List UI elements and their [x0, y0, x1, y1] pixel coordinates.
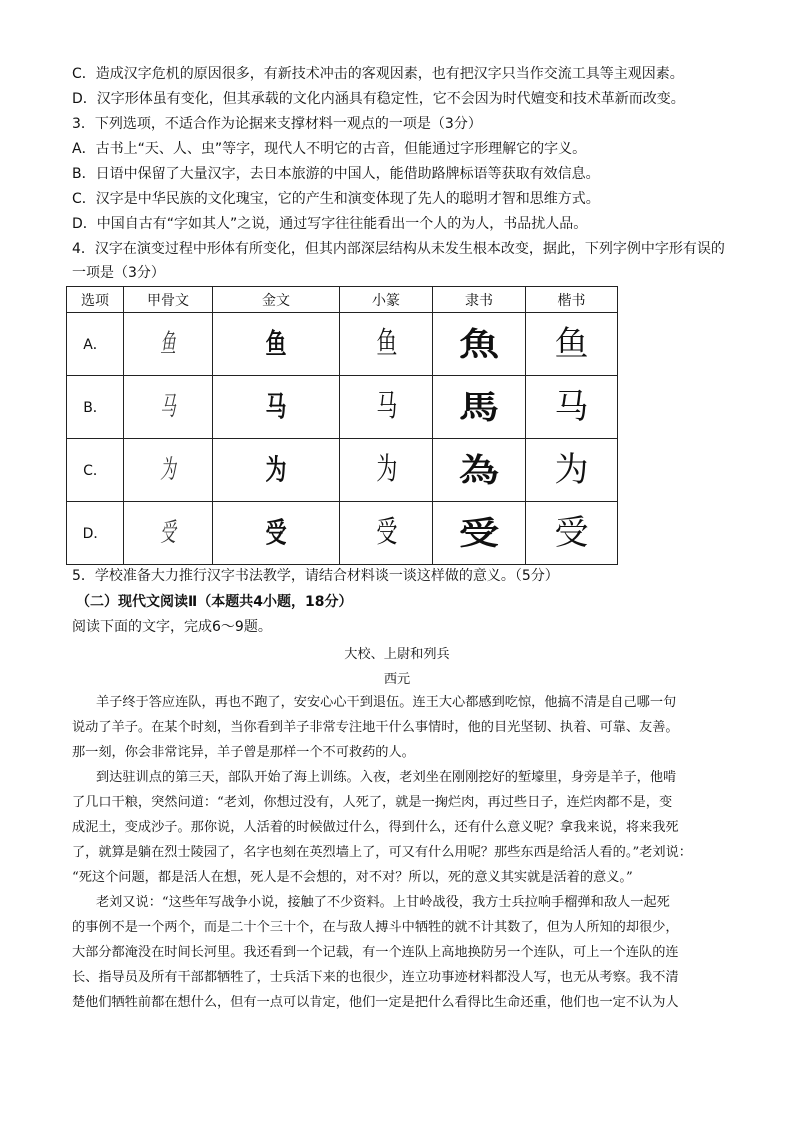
- reading-instruction: 阅读下面的文字，完成6～9题。: [72, 619, 272, 635]
- passage-line: 到达驻训点的第三天，部队开始了海上训练。入夜，老刘坐在刚刚挖好的堑壕里，身旁是羊子，他啃: [96, 770, 677, 785]
- clerical-glyph: 魚: [458, 325, 500, 363]
- question-4-stem: 4．汉字在演变过程中形体有所变化，但其内部深层结构从未发生根本改变，据此，下列字例中字形有误的: [72, 241, 725, 257]
- table-header-row: [67, 287, 618, 313]
- passage-line: 说动了羊子。在某个时刻，当你看到羊子非常专注地干什么事情时，他的目光坚韧、执着、可靠、友善。: [72, 720, 679, 735]
- passage-line: 老刘又说：“这些年写战争小说，接触了不少资料。上甘岭战役，我方士兵拉响手榴弹和敌人一起死: [96, 895, 670, 910]
- passage-line: 羊子终于答应连队，再也不跑了，安安心心干到退伍。连王大心都感到吃惊，他搞不清是自己哪一句: [96, 695, 677, 710]
- regular-glyph: 马: [554, 387, 589, 427]
- option-d-prev: D．汉字形体虽有变化，但其承载的文化内涵具有稳定性，它不会因为时代嬗变和技术革新而改变。: [72, 91, 685, 107]
- passage-line: 长、指导员及所有干部都牺牲了，士兵活下来的也很少，连立功事迹材料都没人写，也无从考察。我不清: [72, 970, 679, 985]
- oracle-bone-glyph: 受: [160, 518, 176, 548]
- oracle-bone-glyph: 鱼: [160, 329, 176, 359]
- regular-glyph: 为: [554, 450, 589, 490]
- table-header: 楷书: [526, 287, 618, 313]
- row-option-label: C．: [67, 439, 124, 502]
- small-seal-glyph: 马: [375, 389, 397, 424]
- bronze-glyph: 马: [265, 390, 287, 423]
- passage-title: 大校、上尉和列兵: [344, 647, 450, 662]
- table-row: [67, 313, 618, 376]
- passage-line: 那一刻，你会非常诧异，羊子曾是那样一个不可救药的人。: [72, 745, 415, 760]
- question-5: 5．学校准备大力推行汉字书法教学，请结合材料谈一谈这样做的意义。（5分）: [72, 568, 559, 584]
- table-header: 选项: [67, 287, 124, 313]
- small-seal-glyph: 为: [375, 452, 397, 487]
- question-4-stem-cont: 一项是（3分）: [72, 265, 165, 281]
- question-3-option-a: A．古书上“天、人、虫”等字，现代人不明它的古音，但能通过字形理解它的字义。: [72, 141, 587, 157]
- row-option-label: A．: [67, 313, 124, 376]
- passage-line: 的事例不是一个两个，而是二十个三十个，在与敌人搏斗中牺牲的就不计其数了，但为人所知的却很少，: [72, 920, 679, 935]
- row-option-label: B．: [67, 376, 124, 439]
- passage-line: 了几口干粮，突然问道：“老刘，你想过没有，人死了，就是一掬烂肉，再过些日子，连烂肉都不是，变: [72, 795, 673, 810]
- character-evolution-table: [66, 286, 618, 565]
- question-3-option-b: B．日语中保留了大量汉字，去日本旅游的中国人，能借助路牌标语等获取有效信息。: [72, 166, 600, 182]
- section-heading: （二）现代文阅读Ⅱ（本题共4小题，18分）: [76, 594, 353, 610]
- table-row: [67, 376, 618, 439]
- question-3-option-d: D．中国自古有“字如其人”之说，通过写字往往能看出一个人的为人，书品扰人品。: [72, 216, 588, 232]
- clerical-glyph: 為: [458, 451, 500, 489]
- passage-line: 大部分都淹没在时间长河里。我还看到一个记载，有一个连队上高地换防另一个连队，可上一个连队的连: [72, 945, 679, 960]
- passage-author: 西元: [383, 672, 411, 687]
- small-seal-glyph: 受: [375, 515, 397, 550]
- bronze-glyph: 受: [265, 516, 287, 549]
- table-row: [67, 439, 618, 502]
- passage-line: “死这个问题，都是活人在想，死人是不会想的，对不对？所以，死的意义其实就是活着的意义。”: [72, 870, 633, 885]
- option-c-prev: C．造成汉字危机的原因很多，有新技术冲击的客观因素，也有把汉字只当作交流工具等主观因素。: [72, 66, 684, 82]
- bronze-glyph: 鱼: [265, 327, 287, 360]
- question-3-option-c: C．汉字是中华民族的文化瑰宝，它的产生和演变体现了先人的聪明才智和思维方式。: [72, 191, 600, 207]
- question-3-stem: 3．下列选项，不适合作为论据来支撑材料一观点的一项是（3分）: [72, 116, 482, 132]
- clerical-glyph: 馬: [458, 388, 500, 426]
- regular-glyph: 鱼: [554, 324, 589, 364]
- passage-line: 了，就算是躺在烈士陵园了，名字也刻在英烈墙上了，可又有什么用呢？那些东西是给活人看的。”老刘说：: [72, 845, 692, 860]
- oracle-bone-glyph: 为: [160, 455, 176, 485]
- small-seal-glyph: 鱼: [375, 326, 397, 361]
- table-header: 金文: [213, 287, 340, 313]
- clerical-glyph: 受: [458, 514, 500, 552]
- bronze-glyph: 为: [265, 453, 287, 486]
- row-option-label: D．: [67, 502, 124, 565]
- table-row: [67, 502, 618, 565]
- table-header: 甲骨文: [124, 287, 213, 313]
- regular-glyph: 受: [554, 513, 589, 553]
- oracle-bone-glyph: 马: [160, 392, 176, 422]
- table-header: 隶书: [433, 287, 526, 313]
- passage-line: 成泥土，变成沙子。那你说，人活着的时候做过什么，得到什么，还有什么意义呢？拿我来说，将来我死: [72, 820, 679, 835]
- table-header: 小篆: [340, 287, 433, 313]
- passage-line: 楚他们牺牲前都在想什么，但有一点可以肯定，他们一定是把什么看得比生命还重，他们也一定不认为人: [72, 995, 679, 1010]
